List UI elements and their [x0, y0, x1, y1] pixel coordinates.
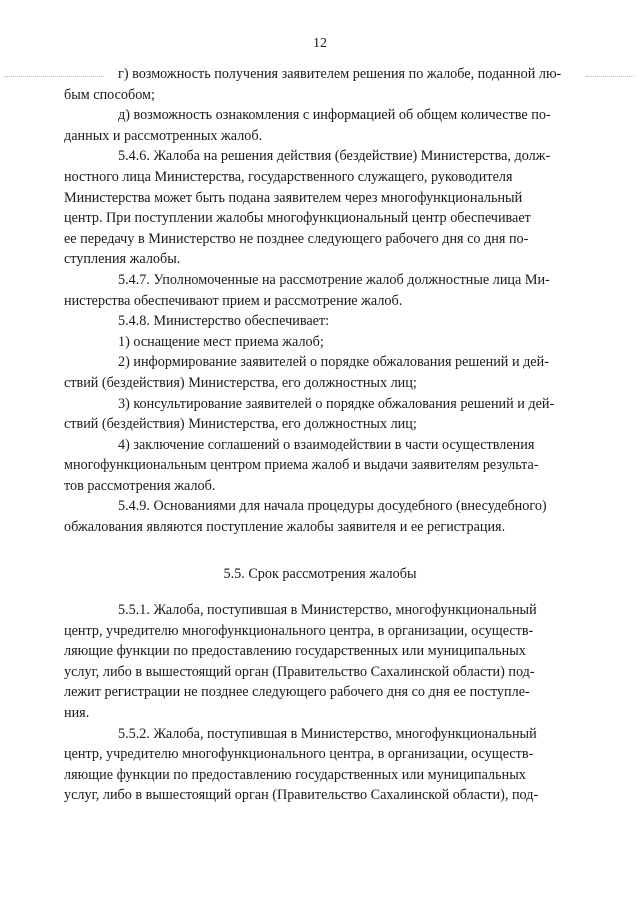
text-line: ее передачу в Министерство не позднее следующего рабочего дня со дня по-: [64, 230, 529, 247]
page-number: 12: [313, 36, 327, 51]
text-line: ляющие функции по предоставлению государственных или муниципальных: [64, 766, 526, 783]
text-line: ступления жалобы.: [64, 251, 181, 268]
text-line: 2) информирование заявителей о порядке обжалования решений и дей-: [118, 354, 549, 371]
text-line: центр. При поступлении жалобы многофункциональный центр обеспечивает: [64, 210, 531, 227]
text-line: ляющие функции по предоставлению государственных или муниципальных: [64, 643, 526, 660]
text-line: бым способом;: [64, 86, 155, 103]
text-line: ния.: [64, 704, 90, 721]
scan-artifact: [586, 70, 634, 77]
body-text-block: [64, 64, 576, 538]
text-line: Министерства может быть подана заявителем через многофункциональный: [64, 189, 523, 206]
text-line: центр, учредителю многофункционального центра, в организации, осуществ-: [64, 746, 534, 763]
text-line: услуг, либо в вышестоящий орган (Правительство Сахалинской области) под-: [64, 663, 535, 680]
text-line: данных и рассмотренных жалоб.: [64, 127, 263, 144]
text-line: д) возможность ознакомления с информацией об общем количестве по-: [118, 107, 551, 124]
body-text-block: [64, 600, 576, 806]
text-line: 1) оснащение мест приема жалоб;: [118, 333, 324, 350]
text-line: 4) заключение соглашений о взаимодействии в части осуществления: [118, 436, 535, 453]
text-line: услуг, либо в вышестоящий орган (Правительство Сахалинской области), под-: [64, 787, 539, 804]
text-line: ствий (бездействия) Министерства, его должностных лиц;: [64, 374, 417, 391]
text-line: ствий (бездействия) Министерства, его должностных лиц;: [64, 416, 417, 433]
text-line: 5.4.6. Жалоба на решения действия (бездействие) Министерства, долж-: [118, 148, 551, 165]
text-line: 5.4.8. Министерство обеспечивает:: [118, 313, 330, 330]
text-line: 5.5.1. Жалоба, поступившая в Министерство, многофункциональный: [118, 602, 537, 618]
section-heading: 5.5. Срок рассмотрения жалобы: [223, 566, 417, 582]
text-line: 5.4.9. Основаниями для начала процедуры досудебного (внесудебного): [118, 498, 547, 515]
text-line: нистерства обеспечивают прием и рассмотрение жалоб.: [64, 292, 403, 309]
text-line: 5.4.7. Уполномоченные на рассмотрение жалоб должностные лица Ми-: [118, 271, 550, 288]
text-line: тов рассмотрения жалоб.: [64, 477, 216, 494]
text-line: г) возможность получения заявителем решения по жалобе, поданной лю-: [118, 66, 562, 82]
text-line: обжалования являются поступление жалобы заявителя и ее регистрация.: [64, 519, 506, 536]
text-line: ностного лица Министерства, государственного служащего, руководителя: [64, 168, 513, 185]
text-line: многофункциональным центром приема жалоб и выдачи заявителям результа-: [64, 457, 539, 474]
text-line: 3) консультирование заявителей о порядке обжалования решений и дей-: [118, 395, 555, 412]
text-line: лежит регистрации не позднее следующего рабочего дня со дня ее поступле-: [64, 684, 530, 701]
text-line: 5.5.2. Жалоба, поступившая в Министерство, многофункциональный: [118, 725, 537, 742]
text-line: центр, учредителю многофункционального центра, в организации, осуществ-: [64, 622, 534, 639]
